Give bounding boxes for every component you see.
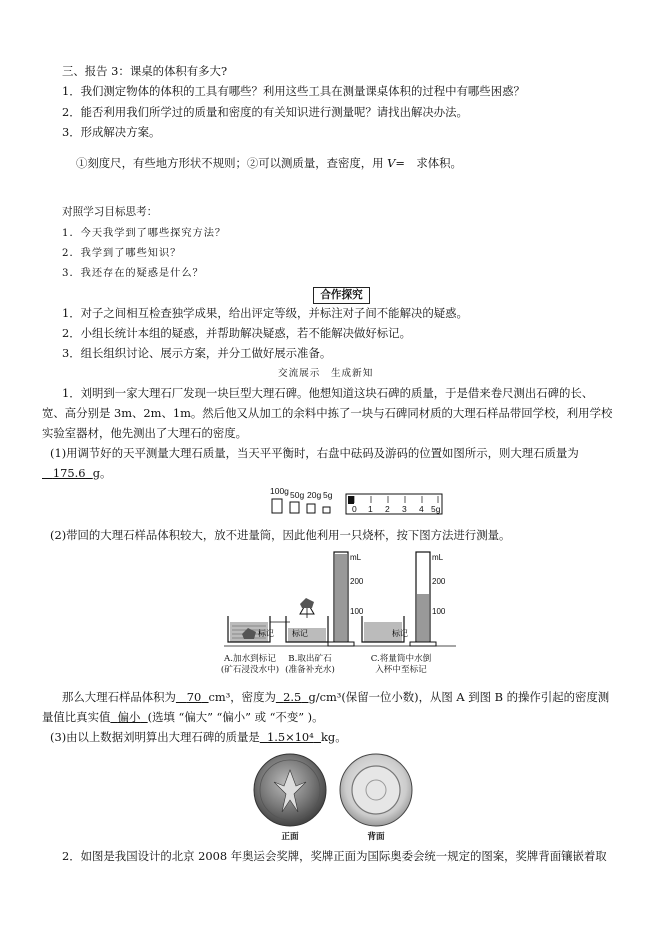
problem1-part2: (2)带回的大理石样品体积较大，放不进量筒，因此他利用一只烧杯，按下图方法进行测量。 [50,528,511,542]
balance-figure [268,484,448,520]
weight-label-5g: 5g [323,490,333,500]
answer-text-b: = 求体积。 [395,156,462,170]
cooperation-item-2: 2．小组长统计本组的疑惑，并帮助解决疑惑，若不能解决做好标记。 [62,326,411,340]
report3-q3: 3．形成解决方案。 [62,125,161,139]
medal-svg [248,752,418,832]
scale-tick-0: 0 [352,504,357,514]
report3-answer [76,156,462,171]
report3-q1: 1．我们测定物体的体积的工具有哪些？利用这些工具在测量课桌体积的过程中有哪些困惑？ [62,84,525,98]
cooperation-item-1: 1．对子之间相互检查独学成果，给出评定等级，并标注对子间不能解决的疑惑。 [62,306,468,320]
cyl2-unit: mL [432,553,444,562]
rock-lifted-icon [300,598,314,608]
report3-q2: 2．能否利用我们所学过的质量和密度的有关知识进行测量呢？请找出解决办法。 [62,105,468,119]
mark-label-a: 标记 [258,629,274,638]
medal-back-label: 背面 [367,832,385,842]
answer-formula: V [387,156,396,170]
problem1-part3: (3)由以上数据刘明算出大理石碑的质量是 1.5×10⁴ kg。 [50,730,347,744]
medal-back-icon [340,754,412,826]
weights-icon [272,499,330,513]
cyl1-unit: mL [350,553,362,562]
reflection-item-2: 2．我学到了哪些知识？ [62,248,182,259]
problem1-part2-answer-line1: 那么大理石样品体积为 70 cm³，密度为 2.5 g/cm³(保留一位小数)，从图 A 到图 B 的操作引起的密度测 [62,690,610,704]
bias-answer: 偏小 [117,710,141,724]
reflection-heading: 对照学习目标思考： [62,206,158,218]
weight-label-100g: 100g [270,486,289,496]
reflection-item-1: 1．今天我学到了哪些探究方法？ [62,228,227,239]
problem1-part2-answer-line2: 量值比真实值 偏小 (选填 “偏大” “偏小” 或 “不变” )。 [42,710,324,724]
problem1-intro-line3: 实验室器材，他先测出了大理石的密度。 [42,426,248,440]
medal-front-label: 正面 [281,832,299,842]
problem1-part1-answer-line [42,466,111,481]
medal-figure [248,752,418,842]
beaker-figure [220,546,460,686]
mark-label-b: 标记 [292,629,308,638]
density-answer: 2.5 [283,690,302,704]
problem1-part1: (1)用调节好的天平测量大理石质量，当天平平衡时，右盘中砝码及游码的位置如图所示，则大理石质量为 [50,446,579,460]
cyl2-tick-100: 100 [432,607,446,616]
balance-svg [268,484,448,520]
weight-label-20g: 20g [307,490,322,500]
scale-tick-5g: 5g [431,504,441,514]
scale-tick-4: 4 [419,504,424,514]
cylinder-2-icon [410,552,436,646]
problem1-intro-line2: 宽、高分别是 3m、2m、1m。然后他又从加工的余料中拣了一块与石碑同材质的大理石样品带回学校，利用学校 [42,406,613,420]
medal-front-icon [254,754,326,826]
cylinder-1-icon [328,552,354,646]
cyl1-tick-100: 100 [350,607,364,616]
unit-text: g。 [92,466,112,480]
scale-tick-3: 3 [402,504,407,514]
mark-label-c: 标记 [392,629,408,638]
scale-tick-2: 2 [385,504,390,514]
caption-b: B.取出矿石 (准备补充水) [285,654,335,675]
cyl2-tick-200: 200 [432,577,446,586]
cyl1-tick-200: 200 [350,577,364,586]
report3-heading: 三、报告 3：课桌的体积有多大? [62,64,228,78]
weight-label-50g: 50g [290,490,305,500]
reflection-item-3: 3．我还存在的疑惑是什么？ [62,268,204,279]
cooperation-label: 合作探究 [313,287,370,304]
problem1-intro-line1: 1．刘明到一家大理石厂发现一块巨型大理石碑。他想知道这块石碑的质量，于是借来卷尺测出石碑的长、 [62,386,594,400]
problem2-text: 2．如图是我国设计的北京 2008 年奥运会奖牌，奖牌正面为国际奥委会统一规定的图案，奖牌背面镶嵌着取 [62,849,607,863]
scale-tick-1: 1 [368,504,373,514]
exchange-subheading: 交流展示 生成新知 [278,368,374,379]
cooperation-item-3: 3．组长组织讨论、展示方案，并分工做好展示准备。 [62,346,332,360]
mass-answer: 1.5×10⁴ [267,730,314,744]
answer-blank: 175.6 [52,466,86,480]
answer-text-a: ①刻度尺，有些地方形状不规则；②可以测质量，查密度，用 [76,156,388,170]
caption-a: A.加水到标记 (矿石浸没水中) [220,654,280,675]
rider-scale [346,494,442,514]
caption-c: C.将量筒中水倒 入杯中至标记 [370,654,432,675]
volume-answer: 70 [186,690,202,704]
